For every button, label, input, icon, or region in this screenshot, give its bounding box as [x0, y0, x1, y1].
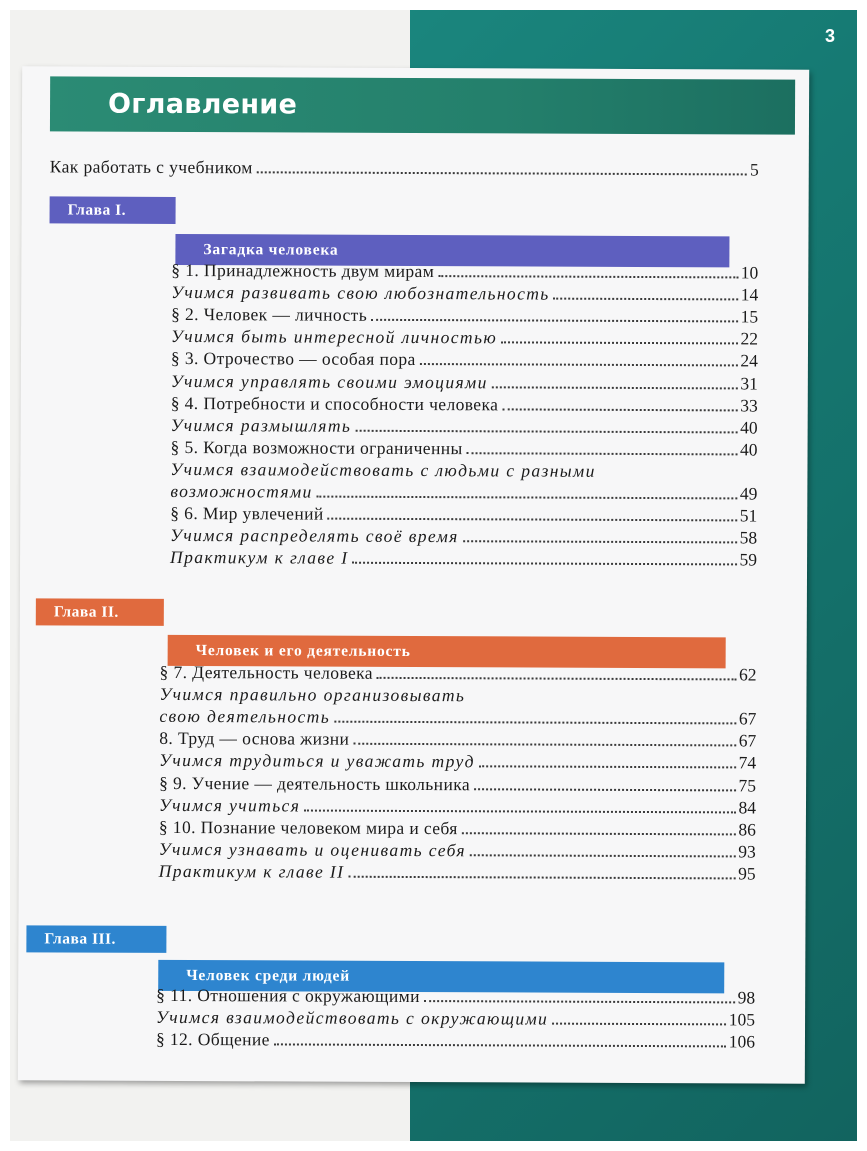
toc-entry-page: 59: [739, 549, 758, 570]
toc-entry[interactable]: [170, 547, 757, 570]
chapter-title-bar[interactable]: Загадка человека: [175, 234, 729, 267]
toc-entry[interactable]: [156, 985, 755, 1008]
toc-entry-line: Учимся правильно организовывать: [159, 683, 466, 706]
chapter-label: Глава III.: [26, 925, 166, 953]
toc-entry-text: § 4. Потребности и способности человека: [170, 392, 499, 414]
toc-entry[interactable]: [171, 282, 758, 305]
toc-entry-text: Учимся размышлять: [170, 414, 352, 436]
toc-entry-page: 40: [740, 439, 758, 460]
dot-leader: [348, 876, 735, 880]
dot-leader: [470, 854, 735, 857]
toc-entry-text: Как работать с учебником: [49, 156, 253, 178]
toc-entry[interactable]: [159, 861, 756, 884]
chapter-title-bar[interactable]: Человек среди людей: [158, 960, 724, 993]
dot-leader: [355, 429, 737, 433]
toc-entry-page: 15: [740, 306, 759, 327]
toc-entry-page: 95: [738, 863, 756, 884]
toc-entry[interactable]: [171, 370, 758, 393]
toc-entry[interactable]: [171, 304, 758, 327]
toc-entry[interactable]: [171, 393, 758, 416]
dot-leader: [501, 342, 737, 345]
toc-entry-page: 14: [740, 284, 759, 305]
toc-entry-text: § 2. Человек — личность: [171, 304, 368, 325]
dot-leader: [502, 408, 737, 411]
toc-entry-text: Учимся взаимодействовать с окружающими: [156, 1006, 549, 1029]
toc-entry-text: § 1. Принадлежность двум мирам: [171, 259, 435, 282]
toc-entry-text: свою деятельность: [159, 706, 331, 727]
dot-leader: [474, 788, 736, 791]
toc-entry-page: 84: [738, 797, 757, 818]
toc-entry-page: 75: [738, 774, 757, 795]
toc-entry-text: 8. Труд — основа жизни: [159, 728, 350, 750]
toc-entry-page: 40: [740, 417, 758, 438]
toc-entry-page: 49: [739, 483, 758, 504]
title-bar: [50, 76, 795, 134]
toc-entry-page: 67: [738, 730, 757, 751]
toc-entry-text: § 3. Отрочество — особая пора: [170, 348, 416, 370]
toc-entry-text: § 10. Познание человеком мира и себя: [158, 816, 458, 838]
toc-entry-text: § 6. Мир увлечений: [170, 503, 324, 524]
dot-leader: [420, 363, 738, 366]
toc-entry-page: 31: [740, 372, 758, 394]
dot-leader: [353, 743, 736, 747]
toc-entry-page: 5: [749, 159, 759, 180]
toc-entry-page: 33: [740, 395, 758, 416]
toc-entry-text: § 12. Общение: [155, 1029, 270, 1050]
dot-leader: [424, 1000, 735, 1003]
dot-leader: [257, 171, 747, 175]
chapter-label: Глава II.: [36, 598, 164, 626]
toc-entry-page: 98: [737, 987, 756, 1008]
dot-leader: [371, 319, 738, 323]
dot-leader: [274, 1044, 726, 1048]
toc-entry-text: Практикум к главе I: [170, 547, 349, 569]
dot-leader: [304, 809, 735, 813]
dot-leader: [463, 540, 737, 543]
dot-leader: [492, 386, 738, 389]
dot-leader: [552, 1023, 726, 1026]
toc-entry-line: Учимся взаимодействовать с людьми с разными: [170, 458, 596, 481]
toc-entry[interactable]: [171, 415, 758, 438]
toc-entry[interactable]: [159, 839, 756, 862]
toc-entry-text: Учимся развивать свою любознательность: [171, 282, 550, 304]
dot-leader: [462, 832, 736, 835]
toc-entry[interactable]: [156, 1007, 755, 1030]
dot-leader: [438, 275, 738, 278]
chapter-title-bar[interactable]: Человек и его деятельность: [168, 635, 726, 668]
toc-entry[interactable]: [170, 481, 757, 504]
dot-leader: [353, 562, 737, 566]
toc-entry[interactable]: [156, 1029, 755, 1052]
toc-entry-page: 93: [738, 841, 756, 862]
toc-entry-page: 58: [739, 527, 758, 548]
toc-entry-page: 106: [728, 1031, 756, 1052]
toc-entry[interactable]: [171, 437, 758, 460]
dot-leader: [377, 677, 736, 681]
toc-entry-page: 22: [740, 328, 759, 349]
toc-entry-text: Учимся учиться: [158, 794, 301, 816]
toc-entry[interactable]: [170, 503, 757, 526]
toc-entry[interactable]: [159, 728, 756, 751]
dot-leader: [317, 496, 737, 500]
toc-entry[interactable]: [159, 794, 756, 817]
toc-entry[interactable]: [171, 326, 758, 349]
toc-entry-text: возможностями: [170, 480, 313, 502]
contents-page: [18, 66, 809, 1083]
chapter-label: Глава I.: [50, 196, 176, 224]
photo-background: [10, 10, 857, 1141]
dot-leader: [334, 721, 736, 725]
dot-leader: [479, 766, 736, 769]
toc-entry-page: 24: [740, 350, 758, 371]
toc-entry-text: Учимся быть интересной личностью: [170, 326, 498, 348]
toc-entry[interactable]: [160, 662, 757, 685]
toc-entry-text: § 11. Отношения с окружающими: [156, 984, 420, 1007]
toc-entry-page: 86: [738, 819, 756, 840]
dot-leader: [467, 452, 737, 455]
dot-leader: [554, 298, 738, 301]
toc-entry[interactable]: [170, 525, 757, 548]
toc-entry-page: 62: [739, 664, 757, 685]
toc-entry-page: 51: [739, 505, 758, 526]
toc-entry[interactable]: [171, 260, 758, 283]
page-number: 3: [824, 26, 835, 46]
toc-entry-text: Учимся распределять своё время: [170, 525, 459, 547]
dot-leader: [328, 518, 737, 522]
toc-entry-page: 67: [738, 708, 757, 729]
toc-entry-text: Учимся управлять своими эмоциями: [170, 370, 488, 392]
toc-entry-text: § 7. Деятельность человека: [159, 661, 374, 683]
toc-entry-text: § 5. Когда возможности ограниченны: [170, 436, 463, 459]
toc-entry[interactable]: [159, 750, 756, 773]
toc-entry-text: § 9. Учение — деятельность школьника: [159, 772, 471, 794]
toc-entry[interactable]: [159, 706, 756, 729]
toc-entry-intro[interactable]: [50, 156, 759, 179]
toc-entry[interactable]: [159, 817, 756, 840]
toc-entry[interactable]: [159, 772, 756, 795]
toc-entry-page: 74: [738, 752, 757, 773]
toc-entry[interactable]: [171, 348, 758, 371]
toc-entry-page: 10: [740, 262, 759, 283]
toc-entry-text: Учимся трудиться и уважать труд: [159, 750, 475, 772]
toc-entry-text: Практикум к главе II: [158, 860, 345, 882]
page-title: Оглавление: [107, 88, 298, 121]
toc-entry-page: 105: [728, 1009, 756, 1030]
toc-entry-text: Учимся узнавать и оценивать себя: [158, 838, 467, 861]
